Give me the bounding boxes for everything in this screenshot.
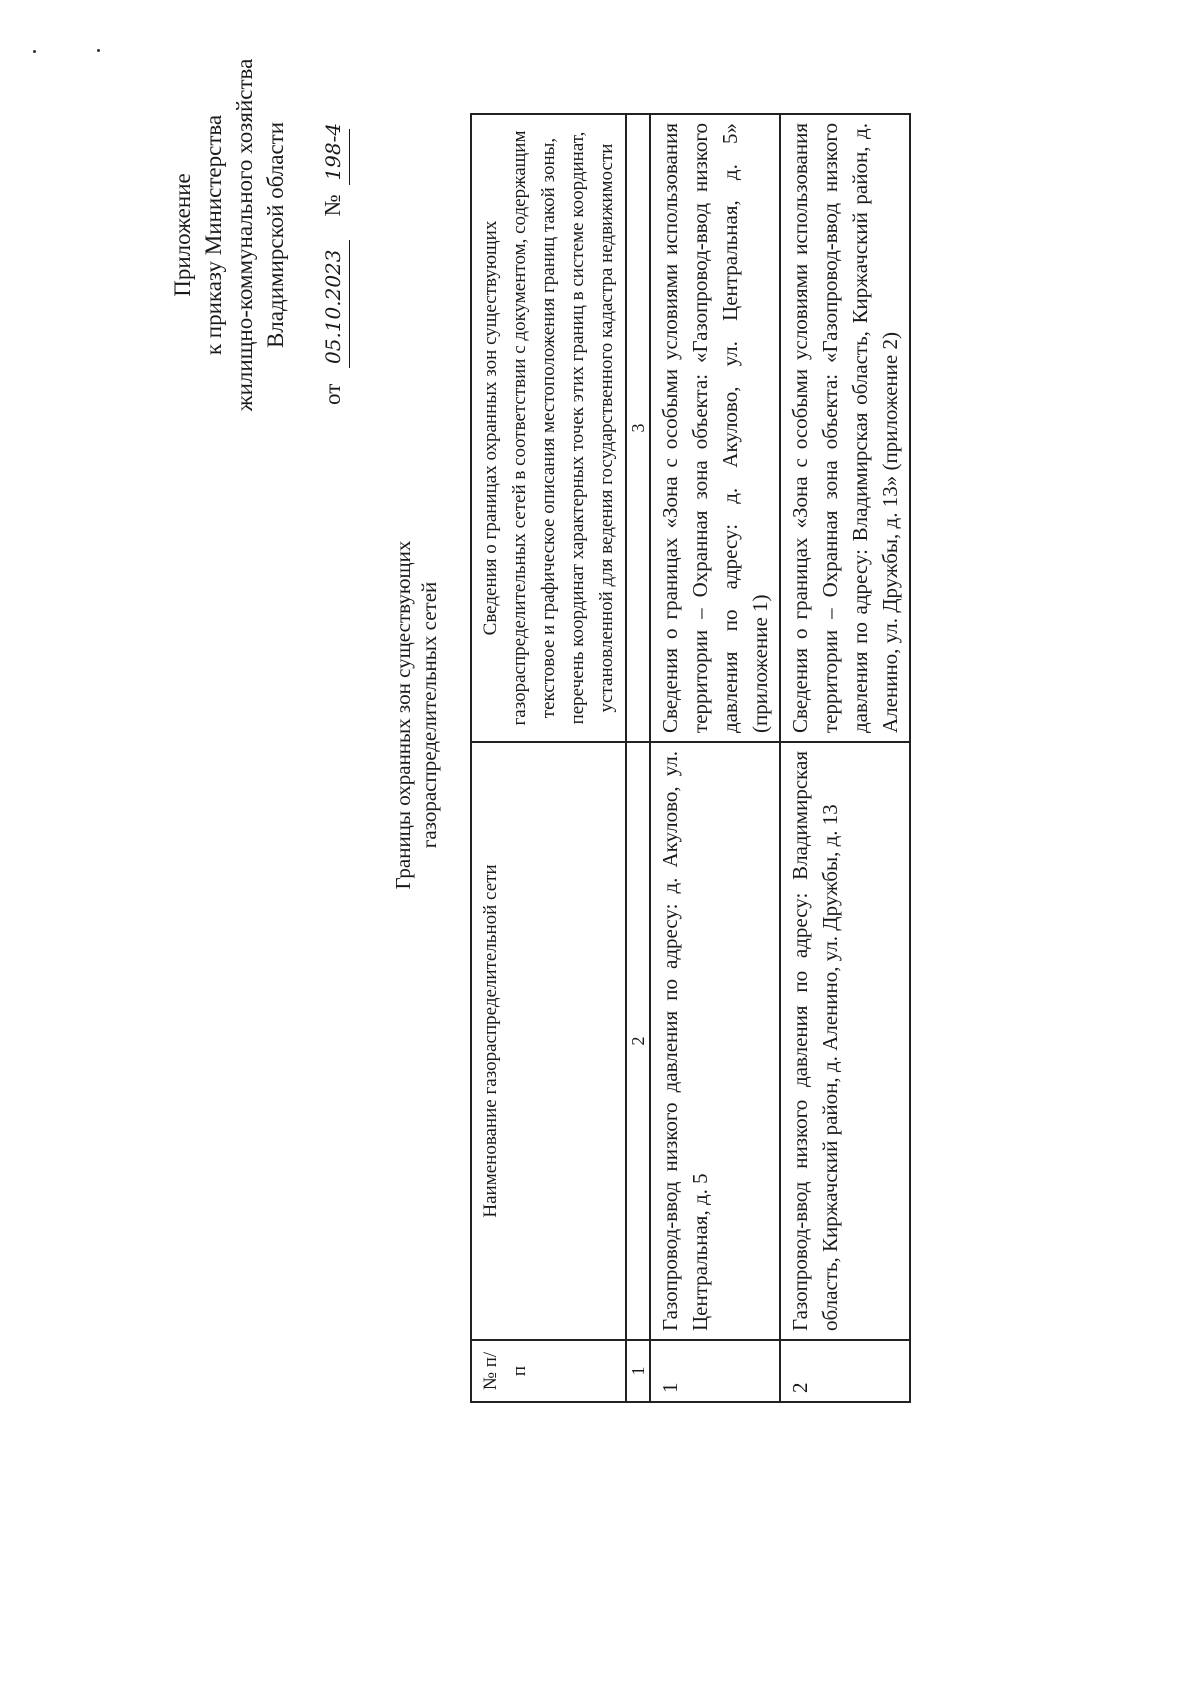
- column-number: 2: [626, 742, 650, 1340]
- column-number-row: [626, 114, 650, 1402]
- column-number: 1: [626, 1340, 650, 1402]
- appendix-block: [167, 45, 350, 425]
- date-prefix: от: [320, 383, 345, 405]
- header-number: № п/п: [471, 1340, 626, 1402]
- row-number: 2: [780, 1340, 910, 1402]
- table-header-row: [471, 114, 626, 1402]
- table-row: [650, 114, 780, 1402]
- handwritten-date: 05.10.2023: [318, 240, 350, 368]
- network-name: Газопровод-ввод низкого давления по адресу: Владимирская область, Киржачский район, д. Аленино, ул. Дружбы, д. 13: [780, 742, 910, 1340]
- appendix-line: к приказу Министерства: [201, 114, 226, 356]
- rotated-document-page: [5, 5, 1005, 1425]
- number-prefix: №: [320, 194, 345, 217]
- header-zone-info: Сведения о границах охранных зон существующих газораспределительных сетей в соответствии с документом, содержащим текстовое и графическое описания местоположения границ такой зоны, перечень координат характерных точек этих границ в системе координат, установленной для ведения государственного кадастра недвижимости: [471, 114, 626, 742]
- appendix-line: Приложение: [170, 173, 195, 297]
- table-row: [780, 114, 910, 1402]
- protection-zones-table: [470, 113, 911, 1403]
- column-number: 3: [626, 114, 650, 742]
- appendix-line: Владимирской области: [263, 121, 288, 349]
- row-number: 1: [650, 1340, 780, 1402]
- network-name: Газопровод-ввод низкого давления по адресу: д. Акулово, ул. Центральная, д. 5: [650, 742, 780, 1340]
- title-line: Границы охранных зон существующих: [391, 540, 415, 890]
- appendix-line: жилищно-коммунального хозяйства: [232, 58, 257, 412]
- zone-info: Сведения о границах «Зона с особыми условиями использования территории – Охранная зона объекта: «Газопровод-ввод низкого давления по адресу: Владимирская область, Киржачский район, д. Аленино, ул. Дружбы, д. 13» (приложение 2): [780, 114, 910, 742]
- zone-info: Сведения о границах «Зона с особыми условиями использования территории – Охранная зона объекта: «Газопровод-ввод низкого давления по адресу: д. Акулово, ул. Центральная, д. 5» (приложение 1): [650, 114, 780, 742]
- handwritten-number: 198-4: [318, 129, 350, 185]
- title-line: газораспределительных сетей: [417, 581, 441, 849]
- document-title: [390, 395, 442, 1035]
- order-date-line: [317, 45, 350, 425]
- header-network-name: Наименование газораспределительной сети: [471, 742, 626, 1340]
